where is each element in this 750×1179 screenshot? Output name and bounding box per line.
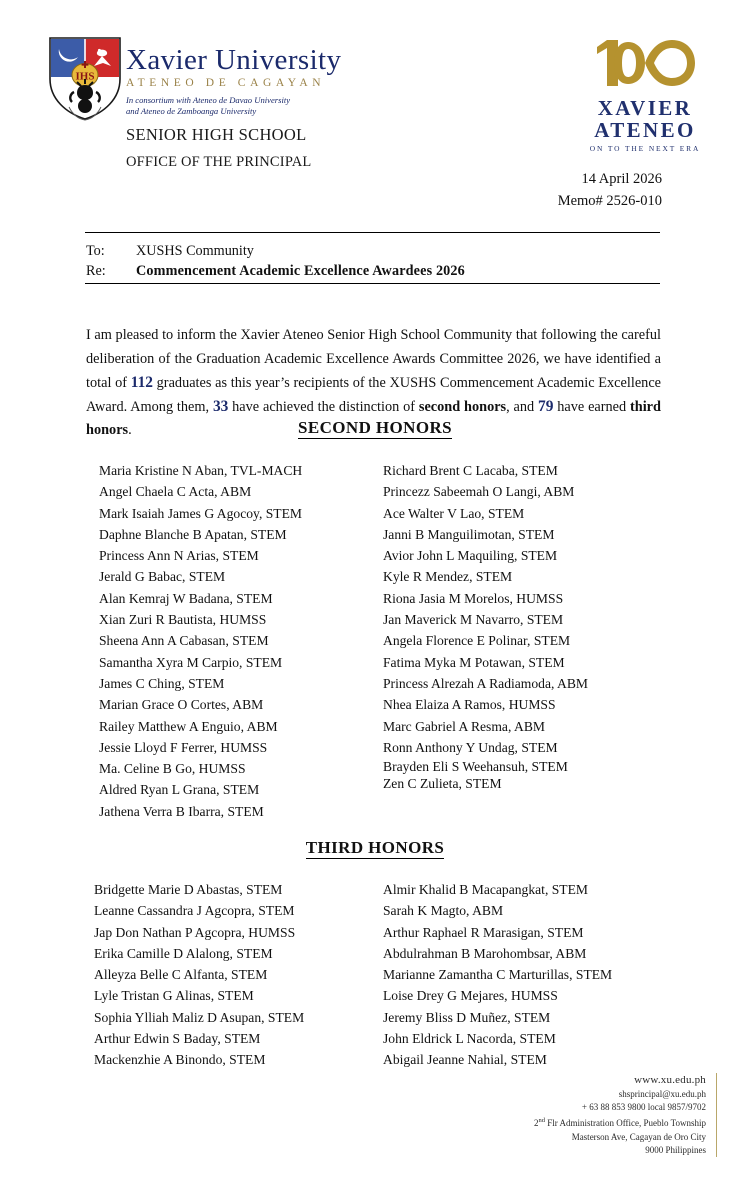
paragraph-part-6: . <box>128 422 132 439</box>
paragraph-part-2: graduates as this year’s recipients of the XUSHS Commencement Academic Excellence Award. Among them, <box>86 374 662 415</box>
awardee-name: Nhea Elaiza A Ramos, HUMSS <box>383 697 556 713</box>
awardee-name: Daphne Blanche B Apatan, STEM <box>99 526 287 542</box>
awardee-name: Zen C Zulieta, STEM <box>383 776 502 792</box>
to-label: To: <box>86 243 105 259</box>
awardee-name: Jan Maverick M Navarro, STEM <box>383 612 564 628</box>
xavier-university-shield-crest-icon <box>47 35 123 121</box>
unit-name: SENIOR HIGH SCHOOL <box>126 125 307 144</box>
paragraph-part-5: have earned <box>553 398 630 415</box>
third-honors-label: third honors <box>86 398 661 439</box>
awardee-name: John Eldrick L Nacorda, STEM <box>383 1031 556 1047</box>
university-subtitle: ATENEO DE CAGAYAN <box>126 77 326 89</box>
divider-top <box>85 232 660 233</box>
consortium-line-2: and Ateneo de Zamboanga University <box>126 105 257 116</box>
centennial-100-infinity-mark-icon <box>575 34 715 97</box>
awardee-name: Abdulrahman B Marohombsar, ABM <box>383 945 587 961</box>
to-row <box>86 241 666 261</box>
awardee-name: Jeremy Bliss D Muñez, STEM <box>383 1009 551 1025</box>
awardee-name: Marianne Zamantha C Marturillas, STEM <box>383 967 613 983</box>
third-honors-left-column <box>94 879 304 1071</box>
awardee-name: Mark Isaiah James G Agocoy, STEM <box>99 505 302 521</box>
awardee-name: Almir Khalid B Macapangkat, STEM <box>383 882 589 897</box>
awardee-name: Angel Chaela C Acta, ABM <box>99 484 252 500</box>
second-honors-count: 33 <box>212 397 229 415</box>
awardee-name: Richard Brent C Lacaba, STEM <box>383 463 558 478</box>
awardee-name: Sophia Ylliah Maliz D Asupan, STEM <box>94 1009 305 1025</box>
awardee-name: Mackenzhie A Binondo, STEM <box>94 1052 266 1068</box>
consortium-note <box>126 95 426 116</box>
awardee-name: Princess Alrezah A Radiamoda, ABM <box>383 675 589 691</box>
awardee-name: Marc Gabriel A Resma, ABM <box>383 718 545 734</box>
footer-phone: + 63 88 853 9800 local 9857/9702 <box>581 1102 706 1113</box>
centennial-line-2: ATENEO <box>594 118 696 142</box>
contact-footer <box>534 1073 717 1157</box>
university-wordmark <box>126 44 426 171</box>
awardee-name: Marian Grace O Cortes, ABM <box>99 697 264 713</box>
awardee-name: Erika Camille D Alalong, STEM <box>94 945 273 961</box>
university-name: Xavier University <box>126 44 342 76</box>
footer-address-line-3: 9000 Philippines <box>645 1144 706 1155</box>
awardee-name: Ronn Anthony Y Undag, STEM <box>383 739 558 755</box>
re-value: Commencement Academic Excellence Awardees 2026 <box>136 263 465 279</box>
footer-address-floor-number: 2 <box>533 1118 539 1129</box>
to-value: XUSHS Community <box>136 243 254 259</box>
awardee-name: Abigail Jeanne Nahial, STEM <box>383 1052 547 1068</box>
awardee-name: Princezz Sabeemah O Langi, ABM <box>383 484 575 500</box>
awardee-name: Jathena Verra B Ibarra, STEM <box>99 803 264 819</box>
awardee-name: Kyle R Mendez, STEM <box>383 569 513 585</box>
awardee-name: Janni B Manguilimotan, STEM <box>383 526 555 542</box>
awardee-name: Fatima Myka M Potawan, STEM <box>383 654 565 670</box>
awardee-name: Maria Kristine N Aban, TVL-MACH <box>99 463 303 478</box>
awardee-name: Sarah K Magto, ABM <box>383 903 504 919</box>
awardee-name: Arthur Raphael R Marasigan, STEM <box>383 924 584 940</box>
centennial-logo <box>575 34 715 156</box>
consortium-line-1: In consortium with Ateneo de Davao University <box>126 95 291 105</box>
second-honors-right-column <box>383 460 588 792</box>
awardee-name: Bridgette Marie D Abastas, STEM <box>94 882 283 897</box>
awardee-name: Alleyza Belle C Alfanta, STEM <box>94 967 268 983</box>
footer-website: www.xu.edu.ph <box>634 1073 706 1086</box>
re-label: Re: <box>86 263 106 279</box>
section-heading-third-honors-text: THIRD HONORS <box>305 838 445 857</box>
footer-address-ordinal: nd <box>538 1117 545 1125</box>
awardee-name: Sheena Ann A Cabasan, STEM <box>99 633 269 649</box>
memo-date: 14 April 2026 <box>581 171 662 187</box>
svg-text:IHS: IHS <box>75 70 95 83</box>
addressing-block <box>86 241 666 281</box>
awardee-name: Samantha Xyra M Carpio, STEM <box>99 654 283 670</box>
awardee-name: Brayden Eli S Weehansuh, STEM <box>383 759 568 775</box>
awardee-name: Railey Matthew A Enguio, ABM <box>99 718 278 734</box>
awardee-name: Princess Ann N Arias, STEM <box>99 548 259 564</box>
total-awardee-count: 112 <box>130 373 153 391</box>
second-honors-left-column <box>99 460 302 822</box>
divider-bottom <box>85 283 660 284</box>
awardee-name: Jap Don Nathan P Agcopra, HUMSS <box>94 924 296 940</box>
awardee-name: Riona Jasia M Morelos, HUMSS <box>383 590 564 606</box>
memo-number: Memo# 2526-010 <box>557 193 662 209</box>
awardee-name: Ace Walter V Lao, STEM <box>383 505 525 521</box>
paragraph-part-4: , and <box>506 398 539 415</box>
footer-address-office: Flr Administration Office, Pueblo Township <box>544 1118 706 1129</box>
section-heading-second-honors <box>0 418 750 438</box>
section-heading-second-honors-text: SECOND HONORS <box>298 418 452 437</box>
paragraph-part-3: have achieved the distinction of <box>228 398 419 415</box>
centennial-line-1: XAVIER <box>597 96 693 120</box>
awardee-name: Ma. Celine B Go, HUMSS <box>99 761 246 777</box>
awardee-name: Alan Kemraj W Badana, STEM <box>99 590 273 606</box>
awardee-name: James C Ching, STEM <box>99 675 225 691</box>
footer-address-line-1 <box>534 1114 706 1130</box>
second-honors-label: second honors <box>418 398 507 415</box>
awardee-name: Aldred Ryan L Grana, STEM <box>99 782 260 798</box>
memo-meta-block <box>558 168 662 212</box>
awardee-name: Arthur Edwin S Baday, STEM <box>94 1031 261 1047</box>
awardee-name: Avior John L Maquiling, STEM <box>383 548 558 564</box>
section-heading-third-honors <box>0 838 750 858</box>
awardee-name: Xian Zuri R Bautista, HUMSS <box>99 612 267 628</box>
letterhead-header <box>0 0 750 170</box>
footer-address-line-2: Masterson Ave, Cagayan de Oro City <box>571 1131 706 1142</box>
awardee-name: Lyle Tristan G Alinas, STEM <box>94 988 254 1004</box>
third-honors-right-column <box>383 879 612 1071</box>
awardee-name: Jerald G Babac, STEM <box>99 569 226 585</box>
third-honors-count: 79 <box>538 397 554 415</box>
centennial-tagline: ON TO THE NEXT ERA <box>589 144 701 153</box>
awardee-name: Jessie Lloyd F Ferrer, HUMSS <box>99 739 268 755</box>
re-row <box>86 261 666 281</box>
awardee-name: Leanne Cassandra J Agcopra, STEM <box>94 903 295 919</box>
awardee-name: Angela Florence E Polinar, STEM <box>383 633 571 649</box>
office-name: OFFICE OF THE PRINCIPAL <box>126 154 312 170</box>
awardee-name: Loise Drey G Mejares, HUMSS <box>383 988 558 1004</box>
paragraph-part-1: I am pleased to inform the Xavier Ateneo Senior High School Community that following the careful deliberation of the Graduation Academic Excellence Awards Committee 2026, we have identified a total of <box>86 327 661 391</box>
footer-email: shsprincipal@xu.edu.ph <box>618 1088 706 1099</box>
